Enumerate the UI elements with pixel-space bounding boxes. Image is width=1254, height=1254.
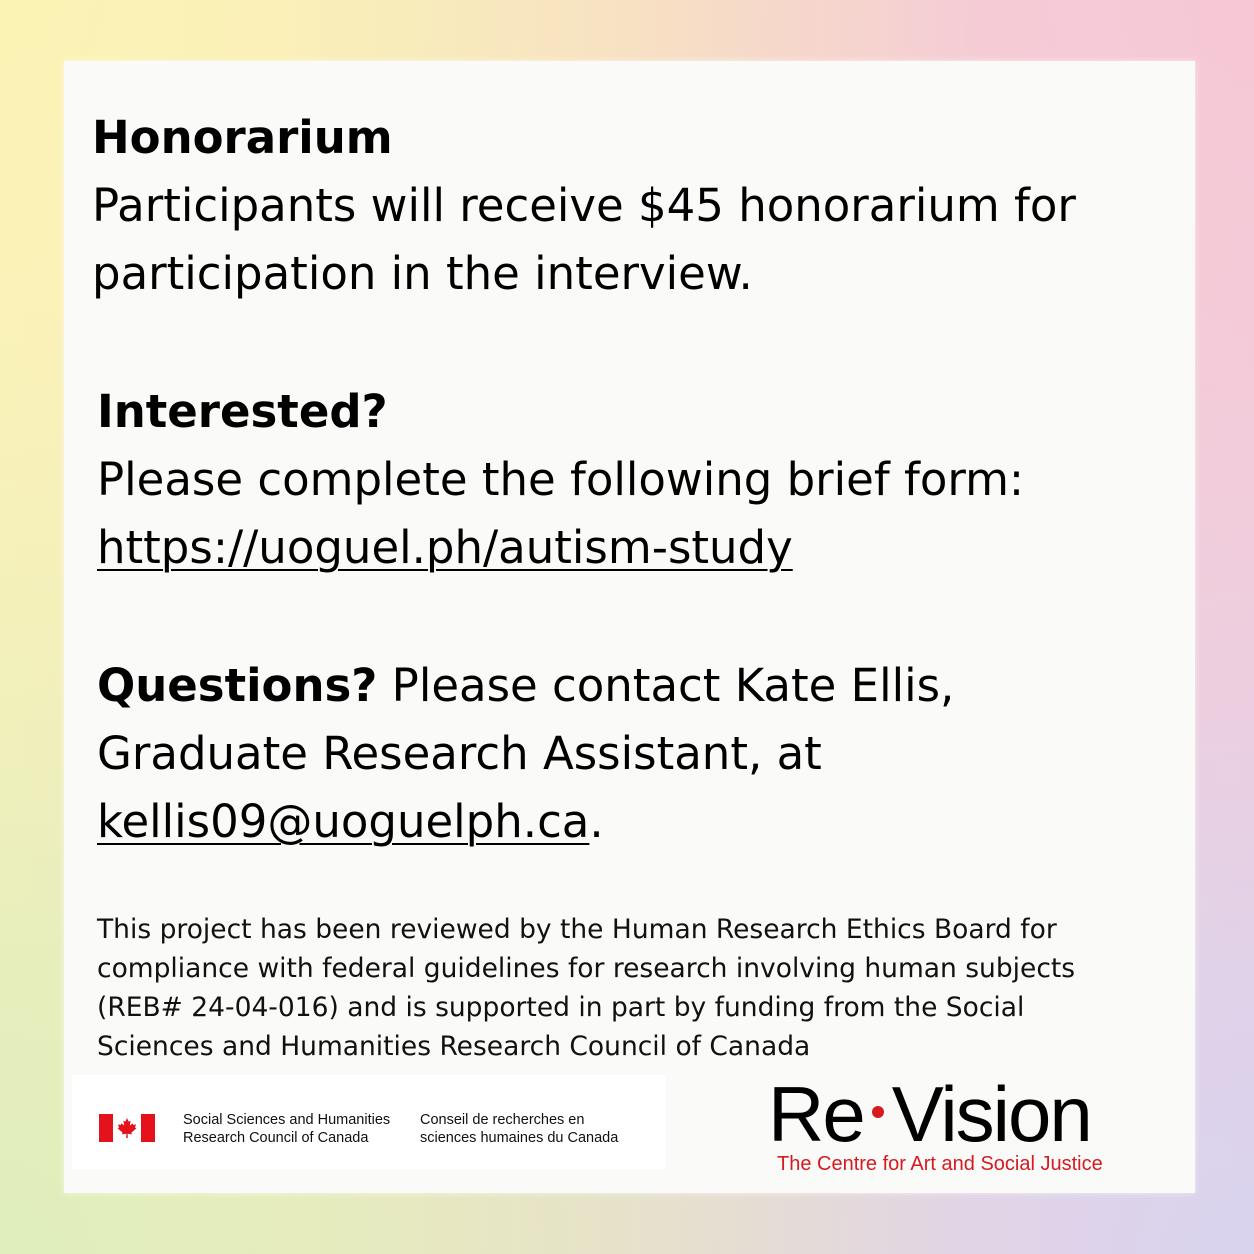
interested-text: Please complete the following brief form:: [97, 453, 1025, 506]
revision-dot-icon: [872, 1106, 884, 1118]
sshrc-name-french: [420, 1111, 618, 1147]
honorarium-heading: Honorarium: [92, 111, 393, 164]
sshrc-fr-line-2: sciences humaines du Canada: [420, 1130, 619, 1146]
sshrc-en-line-1: Social Sciences and Humanities: [183, 1112, 391, 1128]
sshrc-en-line-2: Research Council of Canada: [183, 1130, 369, 1146]
questions-contact-text: Please contact Kate Ellis,: [377, 659, 955, 712]
interested-heading: Interested?: [97, 385, 388, 438]
ethics-line-4: Sciences and Humanities Research Council of Canada: [97, 1031, 811, 1062]
form-link-line: [97, 514, 1187, 582]
sshrc-fr-line-1: Conseil de recherches en: [420, 1112, 585, 1128]
email-period: .: [589, 795, 604, 848]
revision-logo: [768, 1070, 1128, 1176]
honorarium-line-2: participation in the interview.: [92, 247, 753, 300]
sshrc-name-english: [183, 1111, 390, 1147]
questions-line-1: [97, 652, 1187, 720]
honorarium-section: [92, 104, 1192, 308]
revision-word-left: Re: [768, 1070, 864, 1158]
ethics-line-3: (REB# 24-04-016) and is supported in part by funding from the Social: [97, 992, 1025, 1023]
questions-section: [97, 652, 1187, 856]
interested-section: [97, 378, 1187, 582]
revision-tagline: The Centre for Art and Social Justice: [777, 1153, 1103, 1175]
questions-line-3: [97, 788, 1187, 856]
canada-flag-icon: [99, 1114, 155, 1142]
ethics-line-1: This project has been reviewed by the Human Research Ethics Board for: [97, 914, 1057, 945]
email-link[interactable]: kellis09@uoguelph.ca: [97, 795, 590, 848]
revision-word-right: Vision: [891, 1070, 1091, 1158]
questions-line-2: Graduate Research Assistant, at: [97, 727, 822, 780]
questions-heading: Questions?: [97, 659, 378, 712]
ethics-line-2: compliance with federal guidelines for research involving human subjects: [97, 953, 1076, 984]
ethics-statement: [97, 910, 1167, 1066]
form-link[interactable]: https://uoguel.ph/autism-study: [97, 521, 793, 574]
revision-wordmark: [768, 1070, 1128, 1158]
honorarium-line-1: Participants will receive $45 honorarium for: [92, 179, 1076, 232]
